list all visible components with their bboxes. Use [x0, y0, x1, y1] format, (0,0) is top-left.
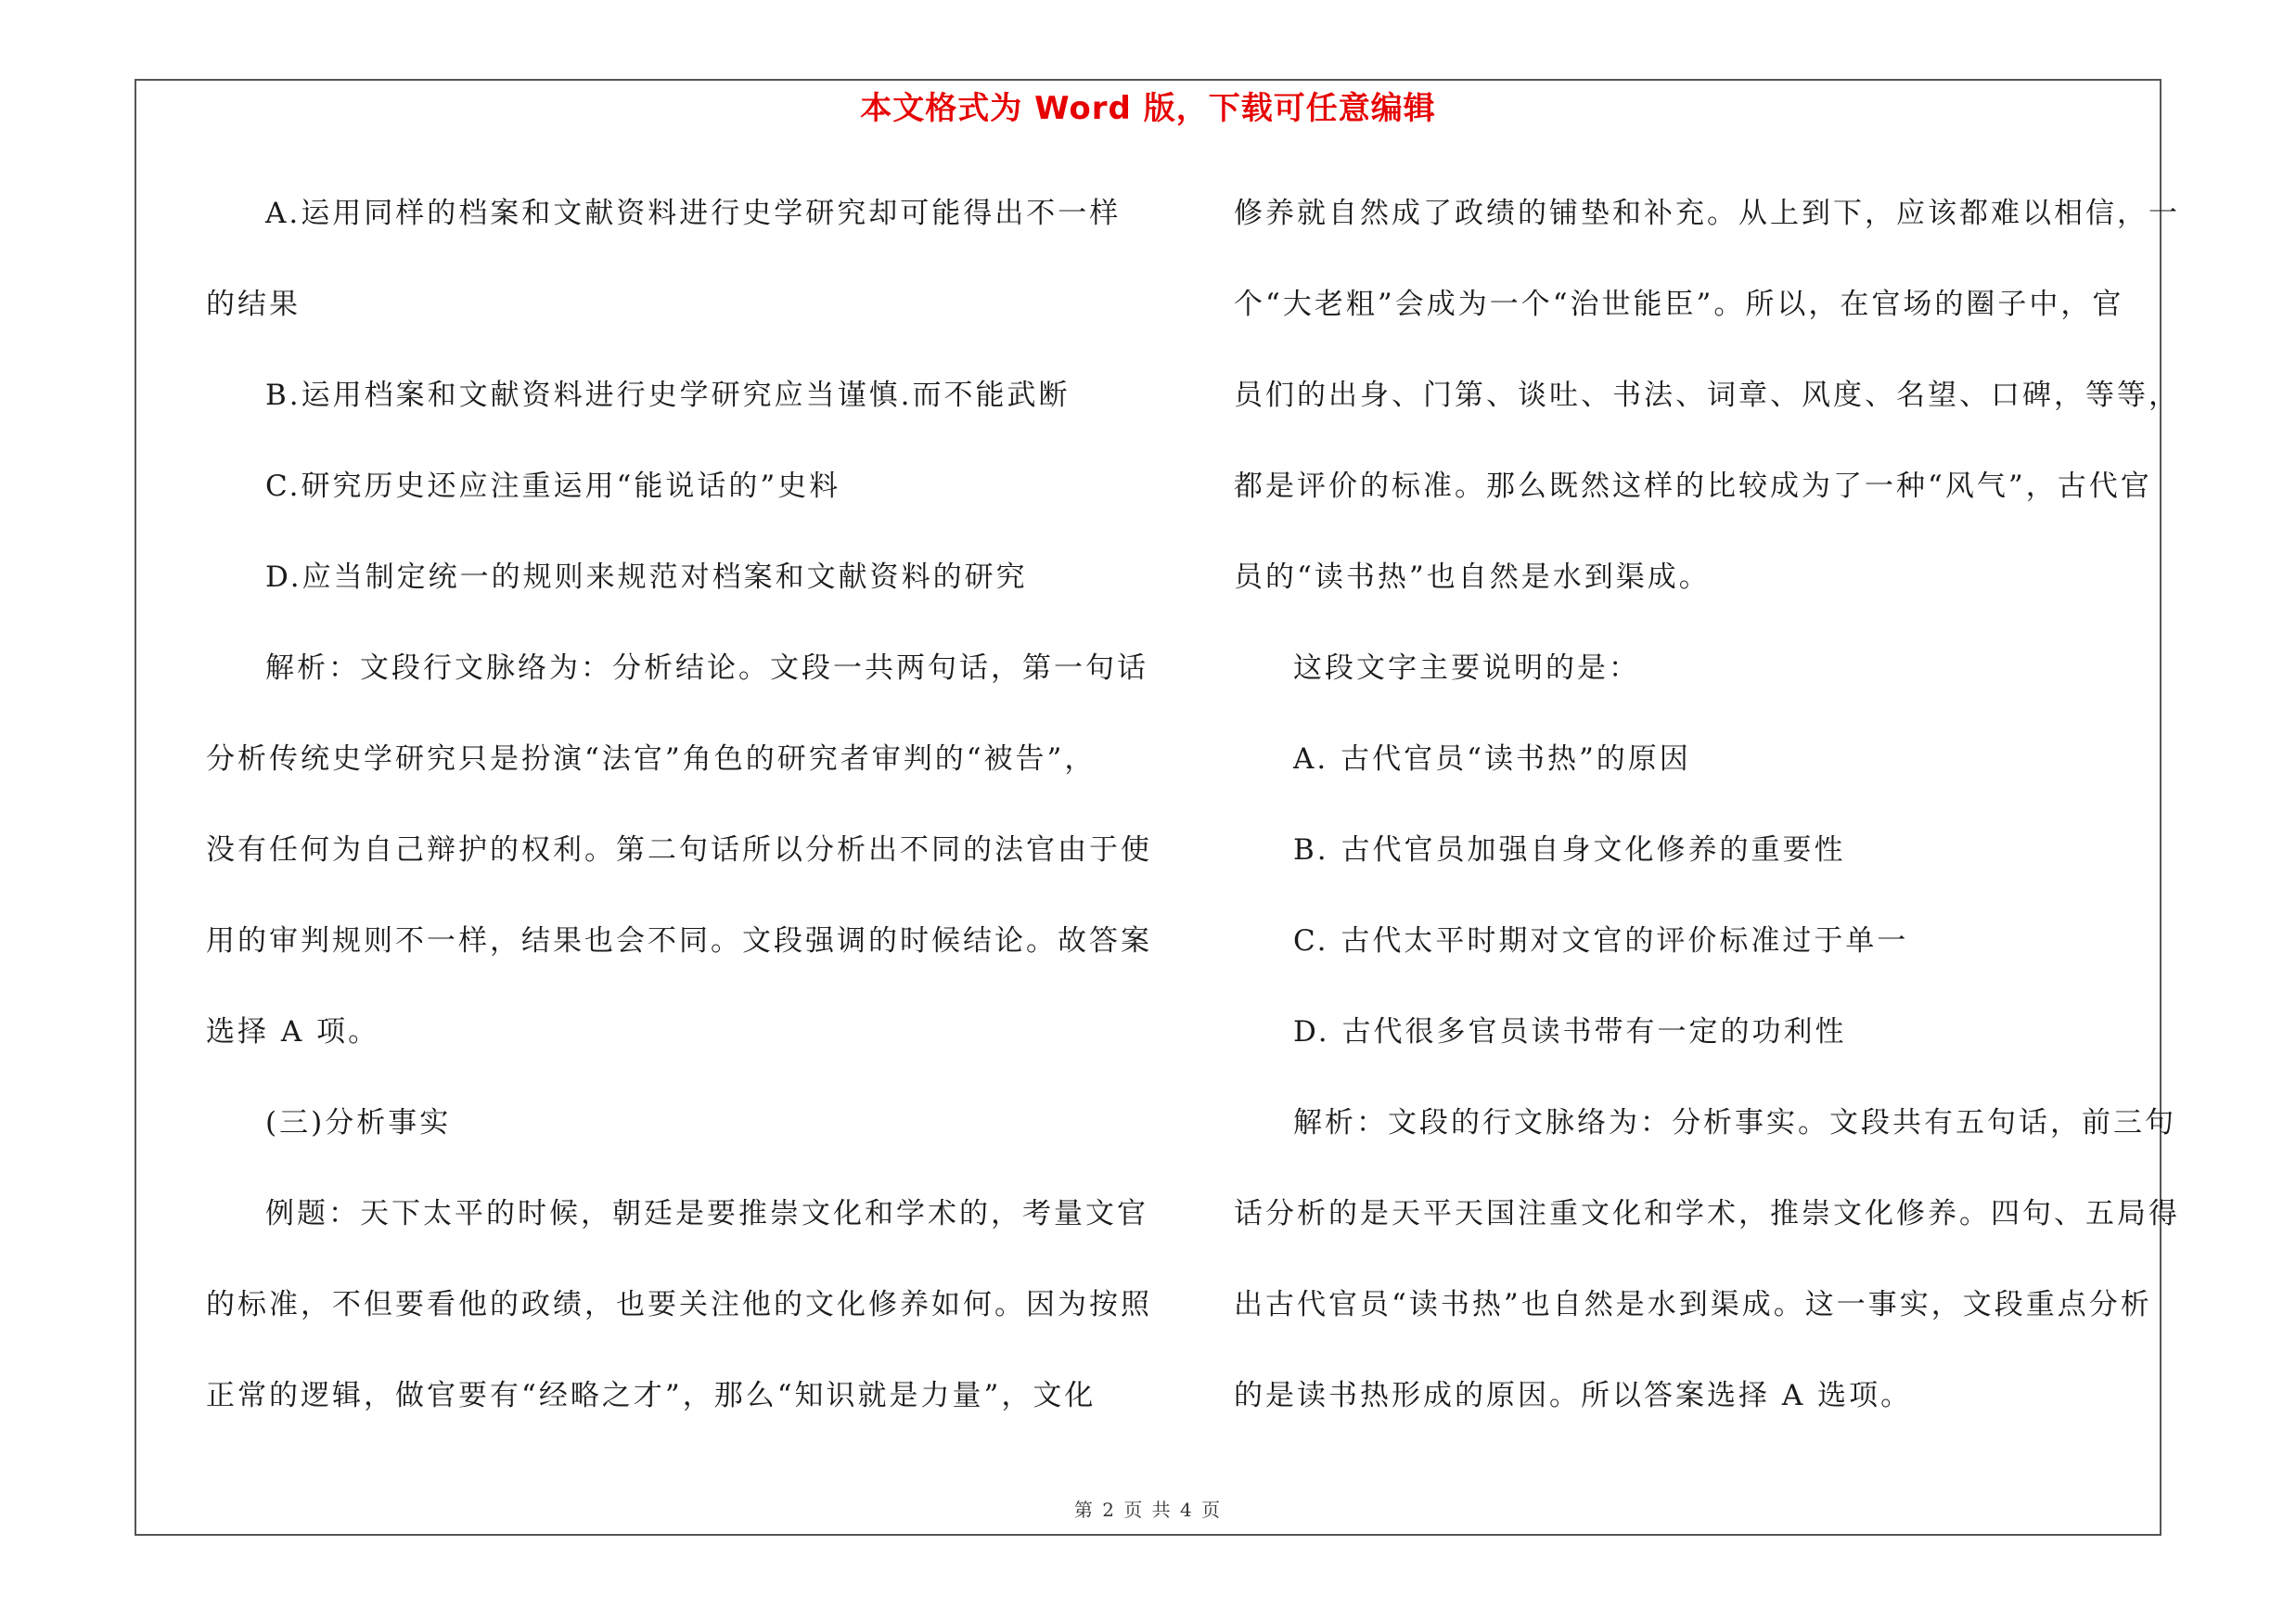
text-line: 的是读书热形成的原因。所以答案选择 A 选项。	[1234, 1379, 1913, 1412]
text-line: 解析：文段的行文脉络为：分析事实。文段共有五句话，前三句	[1293, 1106, 2176, 1140]
text-line: C.研究历史还应注重运用“能说话的”史料	[265, 470, 841, 503]
text-line: 出古代官员“读书热”也自然是水到渠成。这一事实，文段重点分析	[1234, 1288, 2152, 1321]
text-line: 员的“读书热”也自然是水到渠成。	[1234, 560, 1711, 594]
text-line: A.运用同样的档案和文献资料进行史学研究却可能得出不一样	[265, 197, 1122, 230]
text-line: C. 古代太平时期对文官的评价标准过于单一	[1293, 924, 1909, 958]
text-line: 都是评价的标准。那么既然这样的比较成为了一种“风气”，古代官	[1234, 470, 2152, 503]
text-line: 员们的出身、门第、谈吐、书法、词章、风度、名望、口碑，等等，	[1234, 379, 2180, 412]
text-line: D. 古代很多官员读书带有一定的功利性	[1293, 1015, 1847, 1049]
text-line: 个“大老粗”会成为一个“治世能臣”。所以，在官场的圈子中，官	[1234, 288, 2124, 321]
left-column	[206, 181, 1152, 1454]
text-line: 例题：天下太平的时候，朝廷是要推崇文化和学术的，考量文官	[265, 1197, 1148, 1230]
text-line: 分析传统史学研究只是扮演“法官”角色的研究者审判的“被告”，	[206, 742, 1097, 776]
text-line: A. 古代官员“读书热”的原因	[1293, 742, 1691, 776]
text-line: 选择 A 项。	[206, 1015, 380, 1049]
text-line: B. 古代官员加强自身文化修养的重要性	[1293, 833, 1846, 867]
text-line: 修养就自然成了政绩的铺垫和补充。从上到下，应该都难以相信，一	[1234, 197, 2180, 230]
right-column	[1234, 181, 2180, 1454]
text-line: 用的审判规则不一样，结果也会不同。文段强调的时候结论。故答案	[206, 924, 1152, 958]
text-line: 的结果	[206, 288, 301, 321]
text-line: D.应当制定统一的规则来规范对档案和文献资料的研究	[265, 560, 1028, 594]
text-line: 话分析的是天平天国注重文化和学术，推崇文化修养。四句、五局得	[1234, 1197, 2180, 1230]
text-line: (三)分析事实	[265, 1106, 452, 1140]
document-header-title: 本文格式为 Word 版，下载可任意编辑	[860, 90, 1436, 127]
text-line: B.运用档案和文献资料进行史学研究应当谨慎.而不能武断	[265, 379, 1071, 412]
text-line: 解析：文段行文脉络为：分析结论。文段一共两句话，第一句话	[265, 651, 1148, 685]
text-line: 的标准，不但要看他的政绩，也要关注他的文化修养如何。因为按照	[206, 1288, 1152, 1321]
text-line: 这段文字主要说明的是：	[1293, 651, 1640, 685]
text-line: 没有任何为自己辩护的权利。第二句话所以分析出不同的法官由于使	[206, 833, 1152, 867]
text-line: 正常的逻辑，做官要有“经略之才”，那么“知识就是力量”，文化	[206, 1379, 1097, 1412]
page-footer: 第 2 页 共 4 页	[1073, 1499, 1223, 1521]
